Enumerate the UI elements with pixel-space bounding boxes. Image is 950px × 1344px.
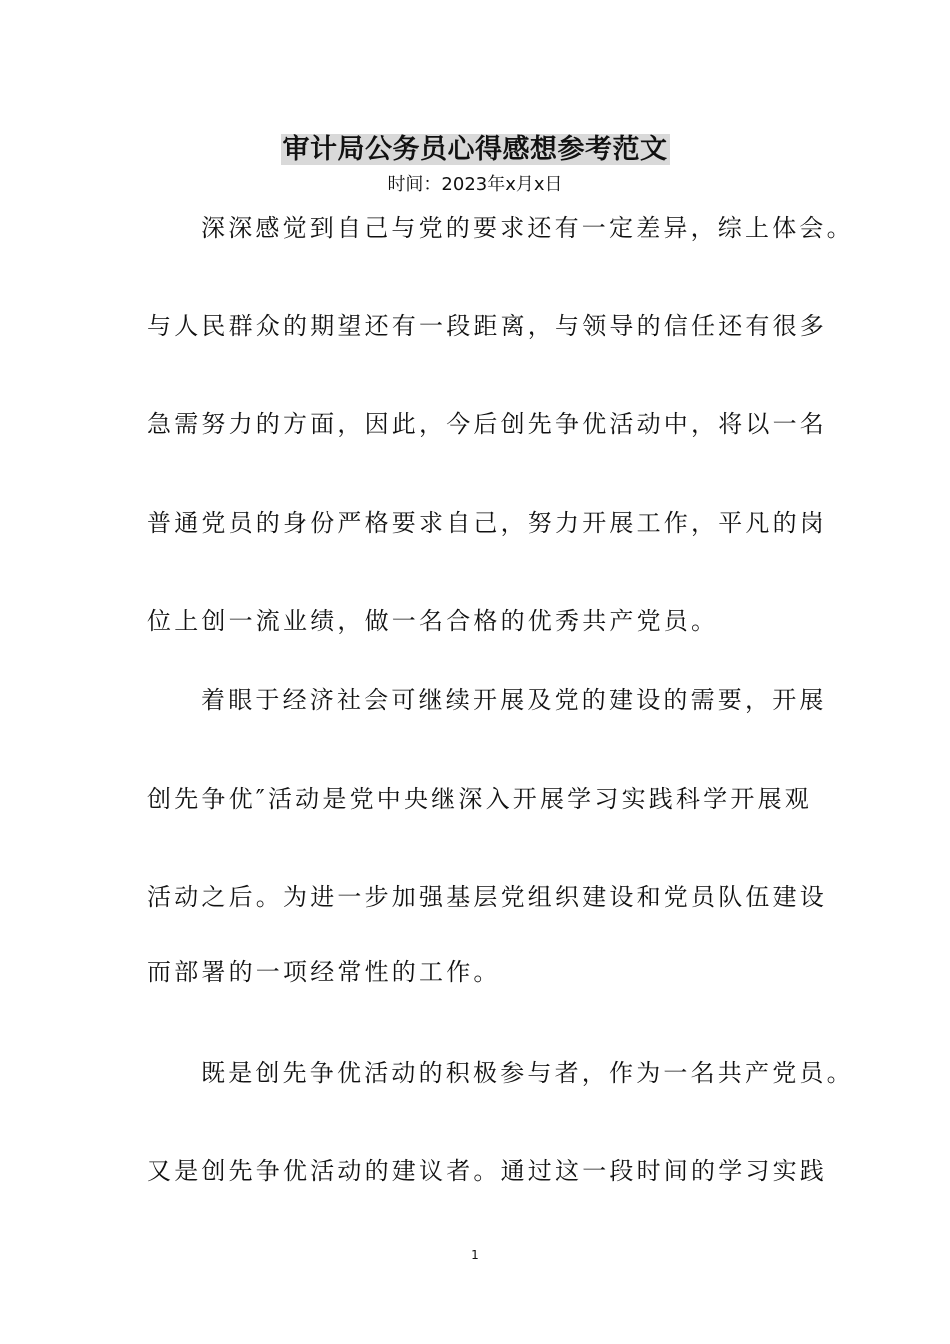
date-line: 时间：2023年x月x日 [387,174,563,195]
document-title [0,132,950,168]
body-line: 位上创一流业绩，做一名合格的优秀共产党员。 [147,607,719,635]
body-line: 普通党员的身份严格要求自己，努力开展工作，平凡的岗 [147,509,827,537]
page-number: 1 [471,1248,479,1262]
title-text: 审计局公务员心得感想参考范文 [282,134,668,165]
body-line: 深深感觉到自己与党的要求还有一定差异，综上体会。 [201,214,854,242]
body-line: 创先争优″活动是党中央继深入开展学习实践科学开展观 [147,785,812,813]
body-line: 急需努力的方面，因此，今后创先争优活动中，将以一名 [147,410,827,438]
body-line: 而部署的一项经常性的工作。 [147,958,501,986]
body-line: 既是创先争优活动的积极参与者，作为一名共产党员。 [201,1059,854,1087]
body-line: 与人民群众的期望还有一段距离，与领导的信任还有很多 [147,312,827,340]
body-line: 活动之后。为进一步加强基层党组织建设和党员队伍建设 [147,883,827,911]
body-line: 又是创先争优活动的建议者。通过这一段时间的学习实践 [147,1157,827,1185]
body-line: 着眼于经济社会可继续开展及党的建设的需要，开展 [201,686,827,714]
